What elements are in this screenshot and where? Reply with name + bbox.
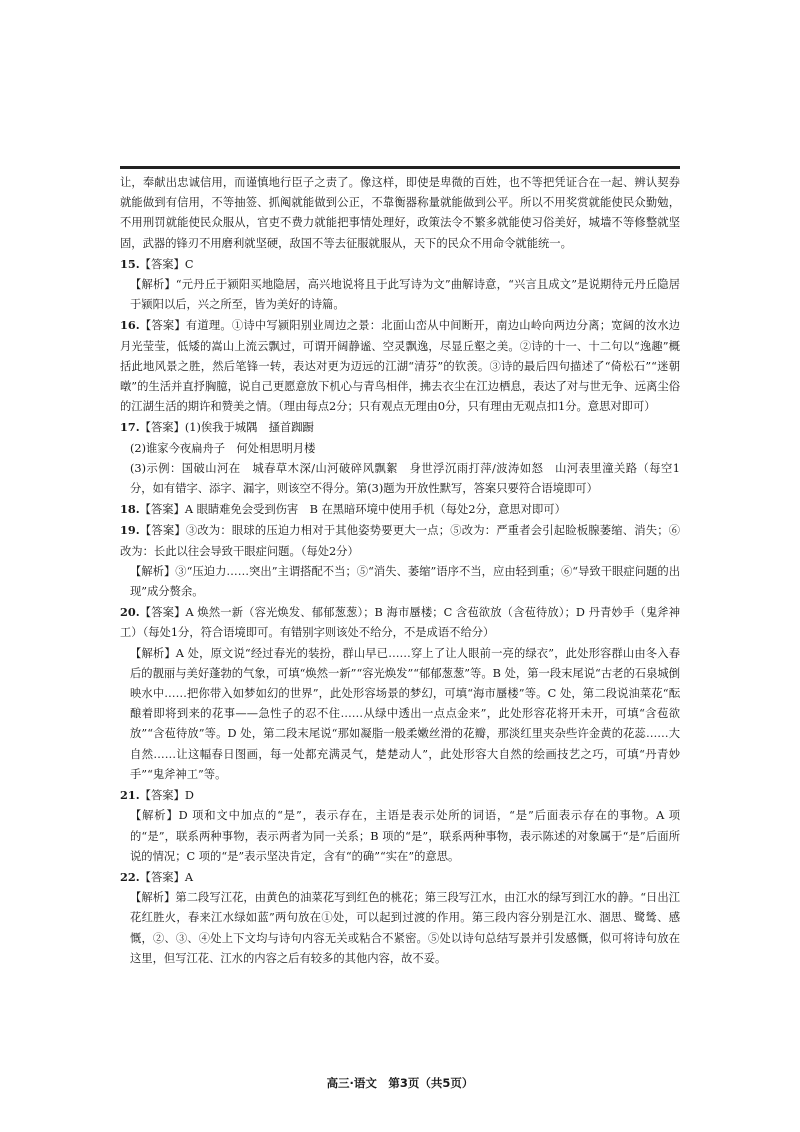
answer-text: 【答案】D xyxy=(139,789,194,803)
item-number: 17. xyxy=(120,420,140,435)
item-number: 16. xyxy=(120,318,140,333)
answer-page xyxy=(120,173,680,969)
item-number: 20. xyxy=(120,605,140,620)
item-20 xyxy=(120,602,680,785)
analysis-text: 【解析】“元丹丘于颍阳买地隐居，高兴地说将且于此写诗为文”曲解诗意，“兴言且成文”是说期待元丹丘隐居于颍阳以后，兴之所至，皆为美好的诗篇。 xyxy=(130,278,680,312)
analysis-text: 【解析】第二段写江花，由黄色的油菜花写到红色的桃花；第三段写江水，由江水的绿写到江水的静。“日出江花红胜火，春来江水绿如蓝”两句放在①处，可以起到过渡的作用。第三段内容分别是江水、涸思、鹭鸶、感慨，②、③、④处上下文均与诗句内容无关或粘合不紧密。⑤处以诗句总结写景并引发感慨，似可将诗句放在这里，但写江花、江水的内容之后有较多的其他内容，故不妥。 xyxy=(130,891,680,965)
item-15 xyxy=(120,254,680,316)
answer-text: 【答案】A 眼睛难免会受到伤害 B 在黑暗环境中使用手机（每处2分，意思对即可） xyxy=(139,503,566,517)
answer-line-2: (2)谁家今夜扁舟子 何处相思明月楼 xyxy=(130,441,316,455)
answer-line-3: (3)示例：国破山河在 城春草木深/山河破碎风飘絮 身世浮沉雨打萍/波涛如怒 山河表里潼关路（每空1分，如有错字、添字、漏字，则该空不得分。第(3)题为开放性默写，答案只要符合语境即可） xyxy=(130,461,680,496)
item-number: 22. xyxy=(120,869,140,884)
answer-text: 【答案】C xyxy=(139,257,194,271)
item-18 xyxy=(120,499,680,520)
answer-text: 【答案】③改为：眼球的压迫力相对于其他姿势要更大一点；⑤改为：严重者会引起睑板腺萎缩、消失；⑥改为：长此以往会导致干眼症问题。（每处2分） xyxy=(120,524,680,558)
analysis-text: 【解析】A 处，原文说“经过春光的装扮，群山早已……穿上了让人眼前一亮的绿衣”，此处形容群山由冬入春后的靓丽与美好蓬勃的气象，可填“焕然一新”“容光焕发”“郁郁葱葱”等。B 处，第一段末尾说“古老的石泉城倒映水中……把你带入如梦如幻的世界”，此处形容场景的梦幻，可填“海市蜃楼”等。C 处，第二段说油菜花“酝酿着即将到来的花事——急性子的忍不住……从绿中透出一点点金来”，此处形容花将开未开，可填“含苞欲放”“含苞待放”等。D 处，第二段末尾说“那如凝脂一般柔嫩丝滑的花瓣，那淡红里夹杂些许金黄的花蕊……大自然……让这幅春日图画，每一处都充满灵气，楚楚动人”，此处形容大自然的绘画技艺之巧，可填“丹青妙手”“鬼斧神工”等。 xyxy=(130,646,680,781)
item-19 xyxy=(120,520,680,602)
page-footer: 高三·语文 第3页（共5页） xyxy=(326,1076,474,1090)
item-17 xyxy=(120,417,680,499)
answer-text: 【答案】有道理。①诗中写颍阳别业周边之景：北面山峦从中间断开，南边山岭向两边分离；宽阔的汝水边月光莹莹，低矮的嵩山上流云飘过，可谓开阔静谧、空灵飘逸，尽显丘壑之美。②诗的十一、十二句以“逸趣”概括此地风景之胜，然后笔锋一转，表达对更为迈远的江湖“清芬”的钦羡。③诗的最后四句描述了“倚松石”“迷朝暾”的生活并直抒胸臆，说自己更愿意放下机心与青鸟相伴，拂去衣尘在江边栖息，表达了对与世无争、远离尘俗的江湖生活的期许和赞美之情。（理由每点2分；只有观点无理由0分，只有理由无观点扣1分。意思对即可） xyxy=(120,319,680,414)
header-rule xyxy=(120,166,680,169)
answer-text: 【答案】(1)俟我于城隅 搔首踟蹰 xyxy=(139,421,314,435)
item-21 xyxy=(120,785,680,867)
item-number: 21. xyxy=(120,788,140,803)
item-number: 15. xyxy=(120,256,140,271)
intro-paragraph: 让，奉献出忠诚信用，而谨慎地行臣子之责了。像这样，即使是卑微的百姓，也不等把凭证合在一起、辨认契券就能做到有信用，不等抽签、抓阄就能做到公正，不靠衡器称量就能做到公平。所以不用奖赏就能使民众勤勉，不用刑罚就能使民众服从，官吏不费力就能把事情处理好，政策法令不繁多就能使习俗美好，城墙不等修整就坚固，武器的锋刃不用磨利就坚硬，敌国不等去征服就服从，天下的民众不用命令就能统一。 xyxy=(120,176,680,250)
analysis-text: 【解析】D 项和文中加点的“是”，表示存在，主语是表示处所的词语，“是”后面表示存在的事物。A 项的“是”，联系两种事物，表示两者为同一关系；B 项的“是”，联系两种事物，表示陈述的对象属于“是”后面所说的情况；C 项的“是”表示坚决肯定，含有“的确”“实在”的意思。 xyxy=(130,809,680,863)
answer-text: 【答案】A xyxy=(139,870,194,884)
item-number: 18. xyxy=(120,502,140,517)
item-16 xyxy=(120,315,680,417)
item-22 xyxy=(120,867,680,969)
item-number: 19. xyxy=(120,523,140,538)
analysis-text: 【解析】③“压迫力……突出”主谓搭配不当；⑤“消失、萎缩”语序不当，应由轻到重；⑥“导致干眼症问题的出现”成分赘余。 xyxy=(130,564,680,599)
answer-text: 【答案】A 焕然一新（容光焕发、郁郁葱葱）；B 海市蜃楼；C 含苞欲放（含苞待放）；D 丹青妙手（鬼斧神工）（每处1分，符合语境即可。有错别字则该处不给分，不是成语不给分） xyxy=(120,606,680,640)
